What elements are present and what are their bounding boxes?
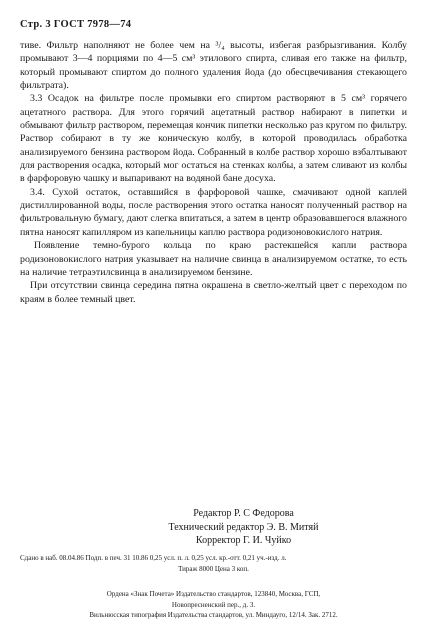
editorial-credits xyxy=(80,507,407,548)
publisher-address-line: Новопресненский пер., д. 3. xyxy=(171,600,256,609)
body-text xyxy=(20,39,407,306)
print-run-line: Тираж 8000 Цена 3 коп. xyxy=(178,564,249,573)
paragraph-no-lead: При отсутствии свинца середина пятна окрашена в светло-желтый цвет с переходом по краям в более темный цвет. xyxy=(20,280,407,305)
paragraph-lead-indication: Появление темно-бурого кольца по краю растекшейся капли раствора родизоновокислого натрия указывает на наличие свинца в анализируемом остатке, то есть на наличие тетраэтилсвинца в анализируемом бензине. xyxy=(20,240,407,278)
print-details-line: Сдано в наб. 08.04.86 Подп. в печ. 31 10.86 0,25 усл. п. л. 0,25 усл. кр.-отт. 0,21 уч.-изд. л. xyxy=(20,554,287,562)
technical-editor-line: Технический редактор Э. В. Митяй xyxy=(168,521,319,533)
publisher-info xyxy=(20,589,407,621)
proofreader-line: Корректор Г. И. Чуйко xyxy=(195,535,292,546)
editor-line: Редактор Р. С Федорова xyxy=(193,508,294,519)
page-header: Стр. 3 ГОСТ 7978—74 xyxy=(20,19,132,30)
publisher-line: Ордена «Знак Почета» Издательство стандартов, 123840, Москва, ГСП, xyxy=(106,590,321,598)
paragraph-3-3: 3.3 Осадок на фильтре после промывки его спиртом растворяют в 5 см³ горячего ацетатного раствора. Для этого горячий ацетатный раствор набирают в пипетки и обмывают фильтр раствором, перемещая кончик пипетки несколько раз кругом по фильтру. Раствор собирают в ту же коническую колбу, в которой проводилась обработка анализируемого бензина раствором йода. Собранный в колбе раствор хорошо взбалтывают для растворения осадка, который мог остаться на стенках колбы, а затем сливают из колбы в фарфоровую чашку и выпаривают на водяной бане досуха. xyxy=(20,93,407,185)
printing-house-line: Вильнюсская типография Издательства стандартов, ул. Миндауго, 12/14. Зак. 2712. xyxy=(89,611,338,619)
paragraph-continuation: тиве. Фильтр наполняют не более чем на ³/₄ высоты, избегая разбрызгивания. Колбу промывают 3—4 порциями по 4—5 см³ этилового спирта, сливая его также на фильтр, который промывают спиртом до полного удаления йода (до обесцвечивания стекающего фильтрата). xyxy=(20,40,407,92)
paragraph-3-4: 3.4. Сухой остаток, оставшийся в фарфоровой чашке, смачивают одной каплей дистиллированной воды, после растворения этого остатка наносят полученный раствор на фильтровальную бумагу, дают слегка впитаться, а затем в центр образовавшегося влажного пятна наносят капилляром из капельницы каплю раствора родизоновокислого натрия. xyxy=(20,186,407,238)
print-details xyxy=(20,553,407,574)
